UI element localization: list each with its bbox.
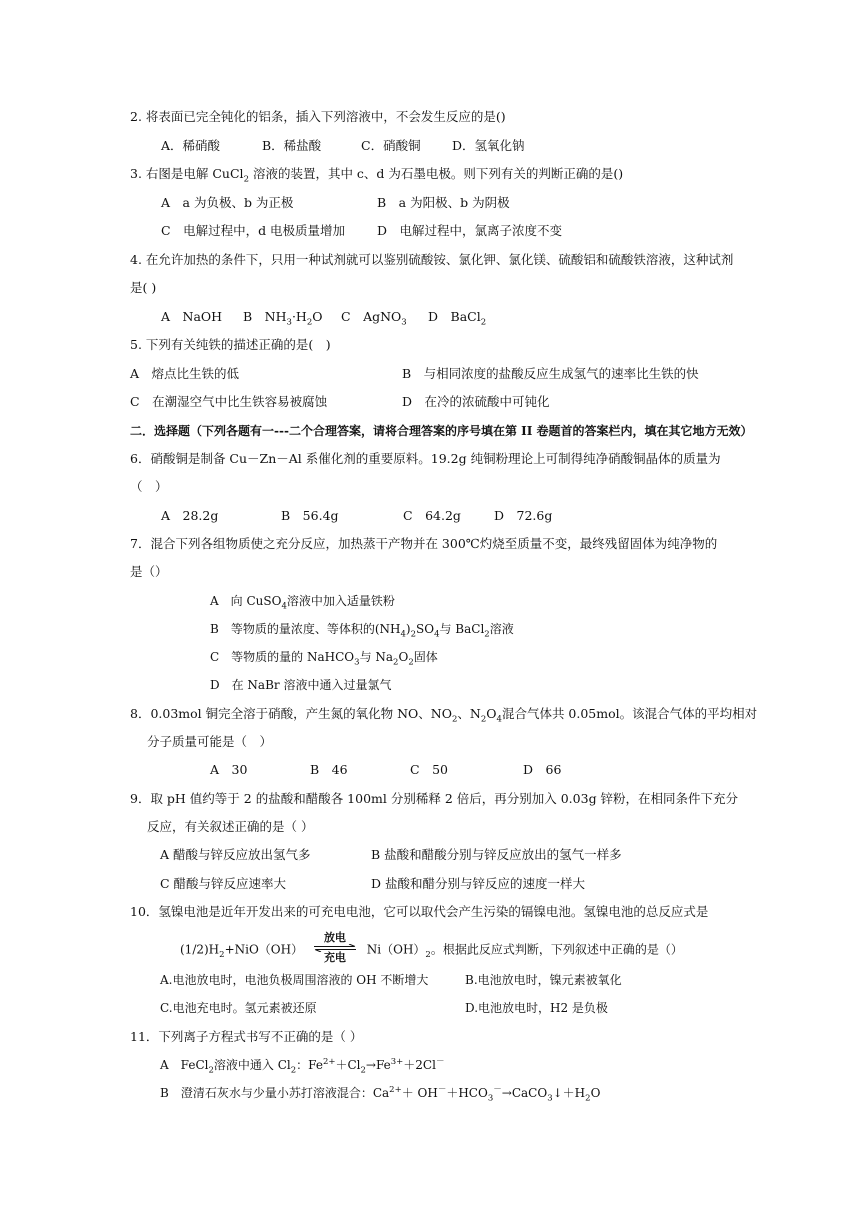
q5-option-b: B 与相同浓度的盐酸反应生成氢气的速率比生铁的快 bbox=[402, 366, 699, 381]
q8-stem-line1: 8．0.03mol 铜完全溶于硝酸，产生氮的氧化物 NO、$NO_2$、$N_2O_4$混合气体共 0.05mol。该混合气体的平均相对 bbox=[130, 706, 758, 725]
q3-option-c: C 电解过程中，d 电极质量增加 bbox=[161, 223, 346, 238]
q8-option-a: A 30 bbox=[210, 762, 248, 777]
q7-stem-line1: 7．混合下列各组物质使之充分反应，加热蒸干产物并在 300℃灼烧至质量不变，最终残留固体为纯净物的 bbox=[130, 536, 718, 551]
q4-stem-line1: 4. 在允许加热的条件下，只用一种试剂就可以鉴别硫酸铵、氯化钾、氯化镁、硫酸铝和硫酸铁溶液，这种试剂 bbox=[130, 252, 734, 267]
q11-option-a: A FeCl$_2$溶液中通入 $Cl_2$：$Fe^{2+}+Cl_2\to Fe^{3+}+2Cl^-$ bbox=[160, 1057, 445, 1076]
reversible-arrow: 放电 充电 bbox=[313, 932, 357, 964]
q11-option-b: B 澄清石灰水与少量小苏打溶液混合：$Ca^{2+}+$ $OH^-+HCO_3^-\to CaCO_3↓+H_2O$ bbox=[160, 1085, 601, 1104]
q10-option-b: B.电池放电时，镍元素被氧化 bbox=[465, 973, 622, 987]
q4-option-c: C AgNO$_3$ bbox=[341, 309, 407, 328]
q7-option-b: B 等物质的量浓度、等体积的$(NH_4)_2SO_4$与 BaCl$_2$溶液 bbox=[210, 622, 514, 640]
q8-option-d: D 66 bbox=[523, 762, 562, 777]
q6-option-d: D 72.6g bbox=[494, 508, 553, 523]
q7-stem-line2: 是（） bbox=[130, 564, 168, 579]
q10-equation: $(1/2)H_2+NiO(OH)$ 放电 充电 $Ni(OH)_2$。根据此反应式判断，下列叙述中正确的是（） bbox=[180, 931, 683, 964]
q6-option-c: C 64.2g bbox=[403, 508, 461, 523]
q11-stem: 11．下列离子方程式书写不正确的是（ ） bbox=[130, 1029, 363, 1044]
q9-stem-line2: 反应，有关叙述正确的是（ ） bbox=[147, 819, 314, 834]
q3-stem: 3. 右图是电解 CuCl$_2$ 溶液的装置，其中 c、d 为石墨电极。则下列有关的判断正确的是() bbox=[130, 166, 624, 185]
q10-stem-line1: 10．氢镍电池是近年开发出来的可充电电池，它可以取代会产生污染的镉镍电池。氢镍电池的总反应式是 bbox=[130, 904, 709, 919]
q6-stem-line2: （ ） bbox=[130, 479, 168, 494]
section-2-heading: 二．选择题（下列各题有一---二个合理答案，请将合理答案的序号填在第 II 卷题首的答案栏内，填在其它地方无效） bbox=[130, 424, 753, 438]
q8-option-c: C 50 bbox=[410, 762, 448, 777]
q4-option-a: A NaOH bbox=[161, 309, 223, 324]
q2-option-a: A．稀硝酸 bbox=[161, 138, 221, 153]
q4-option-d: D BaCl$_2$ bbox=[428, 309, 487, 328]
q7-option-d: D 在 NaBr 溶液中通入过量氯气 bbox=[210, 678, 392, 692]
q9-option-a: A 醋酸与锌反应放出氢气多 bbox=[160, 847, 311, 862]
q7-option-c: C 等物质的量的 NaHCO$_3$与 $Na_2O_2$固体 bbox=[210, 650, 438, 668]
q6-option-b: B 56.4g bbox=[281, 508, 339, 523]
q8-option-b: B 46 bbox=[310, 762, 348, 777]
q9-stem-line1: 9．取 pH 值约等于 2 的盐酸和醋酸各 100ml 分别稀释 2 倍后，再分别加入 0.03g 锌粉，在相同条件下充分 bbox=[130, 791, 739, 806]
q9-option-d: D 盐酸和醋分别与锌反应的速度一样大 bbox=[371, 876, 585, 891]
q4-stem-line2: 是( ) bbox=[130, 280, 157, 295]
q7-option-a: A 向 CuSO$_4$溶液中加入适量铁粉 bbox=[210, 594, 395, 612]
q5-option-a: A 熔点比生铁的低 bbox=[130, 366, 240, 381]
q10-option-d: D.电池放电时，H2 是负极 bbox=[465, 1001, 608, 1015]
q6-stem-line1: 6．硝酸铜是制备 Cu－Zn－Al 系催化剂的重要原料。19.2g 纯铜粉理论上可制得纯净硝酸铜晶体的质量为 bbox=[130, 451, 721, 466]
q5-option-d: D 在冷的浓硫酸中可钝化 bbox=[402, 394, 550, 409]
q2-stem: 2. 将表面已完全钝化的铝条，插入下列溶液中，不会发生反应的是() bbox=[130, 109, 506, 124]
q6-option-a: A 28.2g bbox=[161, 508, 219, 523]
q3-option-d: D 电解过程中，氯离子浓度不变 bbox=[377, 223, 563, 238]
q2-option-c: C．硝酸铜 bbox=[361, 138, 421, 153]
q2-option-d: D．氢氧化钠 bbox=[452, 138, 525, 153]
q3-option-a: A a 为负极、b 为正极 bbox=[161, 195, 294, 210]
q9-option-c: C 醋酸与锌反应速率大 bbox=[160, 876, 287, 891]
q3-option-b: B a 为阳极、b 为阴极 bbox=[377, 195, 510, 210]
q10-option-c: C.电池充电时。氢元素被还原 bbox=[160, 1001, 317, 1015]
q5-stem: 5. 下列有关纯铁的描述正确的是( ) bbox=[130, 337, 331, 352]
q9-option-b: B 盐酸和醋酸分别与锌反应放出的氢气一样多 bbox=[371, 847, 622, 862]
q10-option-a: A.电池放电时，电池负极周围溶液的 OH 不断增大 bbox=[160, 973, 429, 987]
q4-option-b: B $NH_3\cdot H_2O$ bbox=[243, 309, 323, 328]
q2-option-b: B．稀盐酸 bbox=[262, 138, 322, 153]
q8-stem-line2: 分子质量可能是（ ） bbox=[147, 734, 273, 749]
q5-option-c: C 在潮湿空气中比生铁容易被腐蚀 bbox=[130, 394, 328, 409]
